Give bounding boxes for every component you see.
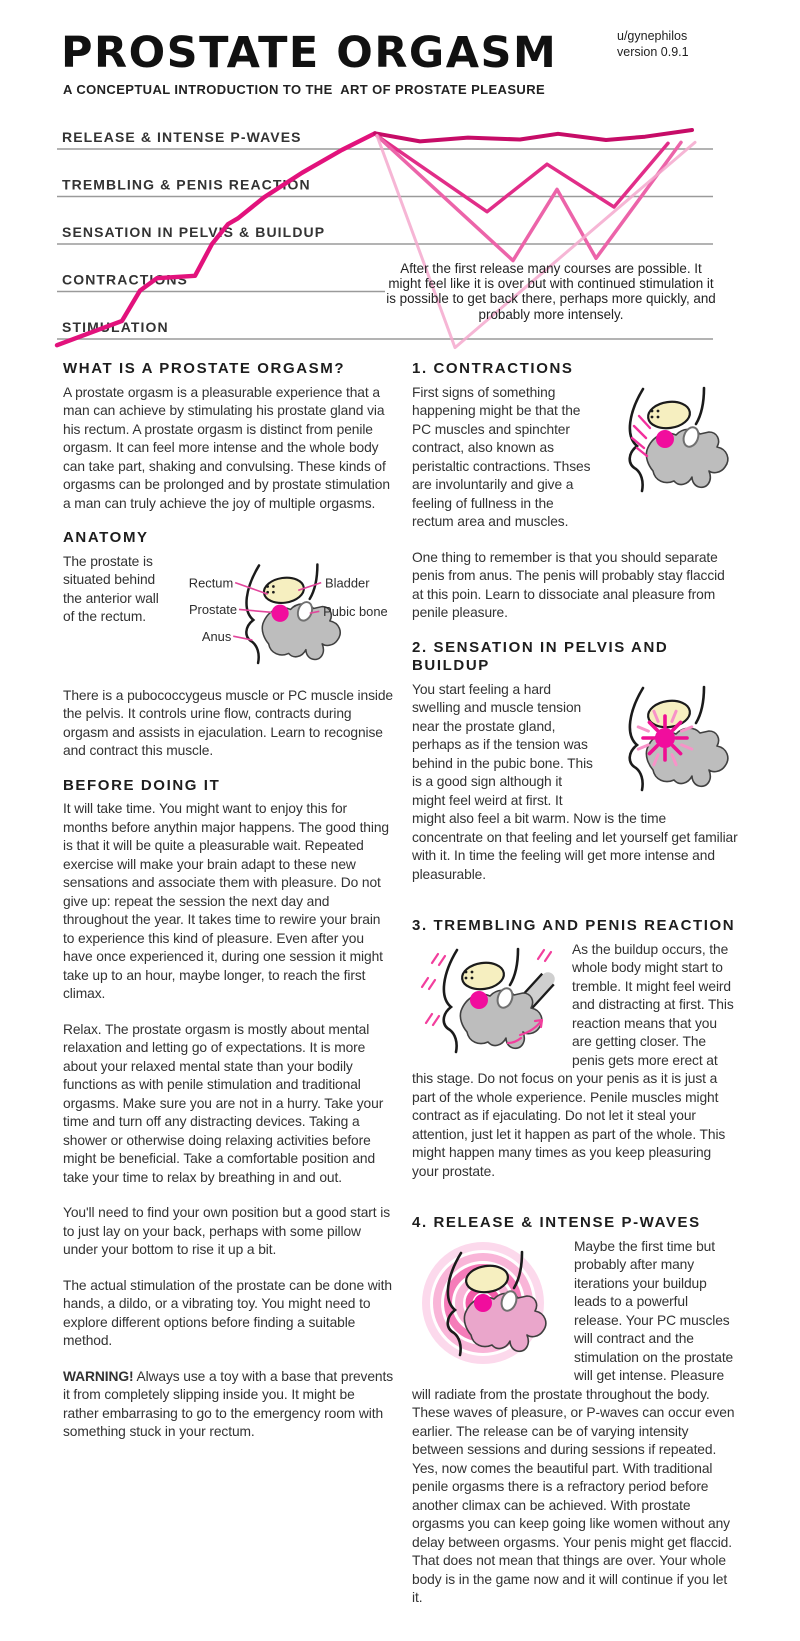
paragraph: A prostate orgasm is a pleasurable experience that a man can achieve by stimulating his prostate gland via his rectum. A prostate orgasm is distinct from penile orgasm. It can feel more intense and the whole body can take part, shaking and convulsing. These kinds of orgasms can be prolonged and by prostate stimulation a man can truly achieve the joy of multiple orgasms. bbox=[63, 384, 390, 511]
label-prostate: Prostate bbox=[188, 601, 238, 617]
prostate-dot bbox=[656, 430, 674, 448]
label-anus: Anus bbox=[201, 628, 232, 644]
step-heading: 2. SENSATION IN PELVIS AND BUILDUP bbox=[412, 638, 669, 674]
stage-label: RELEASE & INTENSE P-WAVES bbox=[62, 129, 302, 145]
step-heading: 1. CONTRACTIONS bbox=[412, 360, 574, 377]
contractions-figure bbox=[606, 384, 738, 498]
section-heading: WHAT IS A PROSTATE ORGASM? bbox=[63, 360, 346, 377]
step-heading: 3. TREMBLING AND PENIS REACTION bbox=[412, 917, 736, 934]
chart-line-dip-course-2 bbox=[377, 136, 681, 261]
step-body bbox=[412, 681, 738, 902]
paragraph: One thing to remember is that you should separate penis from anus. The penis will probably stay flaccid at this poin. Learn to dissociate anal pleasure from penile pleasure. bbox=[412, 549, 725, 620]
release-figure bbox=[412, 1238, 564, 1372]
step-body bbox=[412, 941, 738, 1199]
label-rectum: Rectum bbox=[188, 574, 234, 590]
paragraph: The prostate is situated behind the anterior wall of the rectum. bbox=[63, 553, 159, 624]
version-label: version 0.9.1 bbox=[617, 45, 689, 59]
prostate-dot bbox=[271, 604, 288, 621]
paragraph: The actual stimulation of the prostate can be done with hands, a dildo, or a vibrating toy. You might need to explore different options before finding a suitable method. bbox=[63, 1277, 392, 1348]
author-handle: u/gynephilos bbox=[617, 29, 688, 43]
left-column bbox=[63, 360, 393, 1458]
stage-label: CONTRACTIONS bbox=[62, 271, 188, 288]
page-title: PROSTATE ORGASM bbox=[61, 28, 558, 78]
section-what-is bbox=[63, 360, 393, 513]
chart-annotation: After the first release many courses are possible. It might feel like it is over but with continued stimulation it is possible to get back there, perhaps more quickly, and probably more intensely. bbox=[386, 261, 716, 322]
step-1-contractions bbox=[412, 360, 738, 623]
section-heading: ANATOMY bbox=[63, 529, 149, 546]
warning-label: WARNING! bbox=[63, 1368, 134, 1384]
anatomy-diagram bbox=[171, 553, 393, 685]
section-before-doing-it bbox=[63, 777, 393, 1442]
prostate-dot bbox=[474, 1294, 492, 1312]
paragraph: There is a pubococcygeus muscle or PC muscle inside the pelvis. It controls urine flow, contracts during orgasm and assists in ejaculation. Learn to recognise and contract this muscle. bbox=[63, 687, 394, 758]
step-heading: 4. RELEASE & INTENSE P-WAVES bbox=[412, 1214, 701, 1231]
label-pubic-bone: Pubic bone bbox=[323, 603, 388, 619]
chart-line-sustained-release-course bbox=[375, 130, 692, 141]
paragraph: First signs of something happening might be that the PC muscles and spinchter contract, also known as peristaltic contractions. Thses are involuntarily and give a feeling of fullness in the rectum area and muscles. bbox=[412, 384, 591, 529]
label-bladder: Bladder bbox=[325, 574, 370, 590]
prostate-dot bbox=[470, 991, 488, 1009]
warning-text: Always use a toy with a base that prevents it from completely slipping inside you. It might be rather embarrasing to go to the emergency room with something stuck in your rectum. bbox=[63, 1368, 394, 1439]
paragraph: Maybe the first time but probably after many iterations your buildup leads to a powerful release. Your PC muscles will contract and the stimulation on the prostate will get intense. Pleasure will radiate from the prostate throughout the body. These waves of pleasure, or P-waves can occur even earlier. The release can be of varying intensity between sessions and during sessions if repeated. Yes, now comes the beautiful part. With traditional penile orgasms there is a refractory period before another climax can be achieved. With prostate orgasms you can keep going like women without any delay between orgasms. Your penis might get flaccid. That does not mean that things are over. Your whole body is in the game now and it will continue if you let it. bbox=[412, 1238, 735, 1605]
stage-label: TREMBLING & PENIS REACTION bbox=[62, 176, 311, 193]
right-column bbox=[412, 360, 738, 1641]
step-4-release bbox=[412, 1214, 738, 1625]
page-subtitle: A CONCEPTUAL INTRODUCTION TO THE ART OF PROSTATE PLEASURE bbox=[63, 82, 546, 97]
stage-label: STIMULATION bbox=[62, 319, 169, 335]
anatomy-block bbox=[63, 553, 393, 687]
step-2-sensation bbox=[412, 639, 738, 902]
step-3-trembling bbox=[412, 917, 738, 1198]
paragraph: You'll need to find your own position but a good start is to just lay on your back, perhaps with some pillow under your bottom to rise it up a bit. bbox=[63, 1205, 391, 1257]
step-body bbox=[412, 1238, 738, 1625]
paragraph: You start feeling a hard swelling and muscle tension near the prostate gland, perhaps as if the tension was behind in the pubic bone. This is a good sign although it might feel weird at first. It might also feel a bit warm. Now is the time concentrate on that feeling and let yourself get familiar with it. In time the feeling will get more intense and pleasurable. bbox=[412, 681, 738, 882]
warning-paragraph bbox=[63, 1368, 393, 1442]
paragraph: It will take time. You might want to enjoy this for months before anythin major happens. The good thing is that it will be quite a pleasurable wait. Repeated exercise will make your brain adapt to these new sensations and associate them with pleasure. Do not give up: repeat the session the next day and throughout the year. It takes time to rewire your brain to experience this kind of pleasure. Even after you have once experienced it, during one session it might take up to an hour, maybe longer, to reach the first climax. bbox=[63, 801, 389, 1001]
step-body bbox=[412, 384, 738, 623]
sensation-figure bbox=[606, 681, 738, 799]
section-anatomy bbox=[63, 529, 393, 761]
stage-label: SENSATION IN PELVIS & BUILDUP bbox=[62, 224, 326, 240]
paragraph: As the buildup occurs, the whole body might start to tremble. It might feel weird and distracting at first. This reaction means that you are getting closer. The penis gets more erect at this stage. Do not focus on your penis as it is just a part of the whole experience. Penile muscles might contract as if ejaculating. Do not let it steal your attention, just let it happen as part of the whole. This might happen many times as you keep pleasuring your prostate. bbox=[412, 941, 734, 1179]
trembling-figure bbox=[412, 941, 562, 1063]
paragraph: Relax. The prostate orgasm is mostly about mental relaxation and letting go of expectations. It is more about your relaxed mental state than your bodily functions as with penile stimulation and traditional orgasms. Make sure you are not in a hurry. Take your time and turn off any distracting devices. Taking a shower or otherwise doing relaxing activities before might be beneficial. Take a comfortable position and take your time to relax by breathing in and out. bbox=[63, 1021, 384, 1185]
section-heading: BEFORE DOING IT bbox=[63, 776, 221, 794]
